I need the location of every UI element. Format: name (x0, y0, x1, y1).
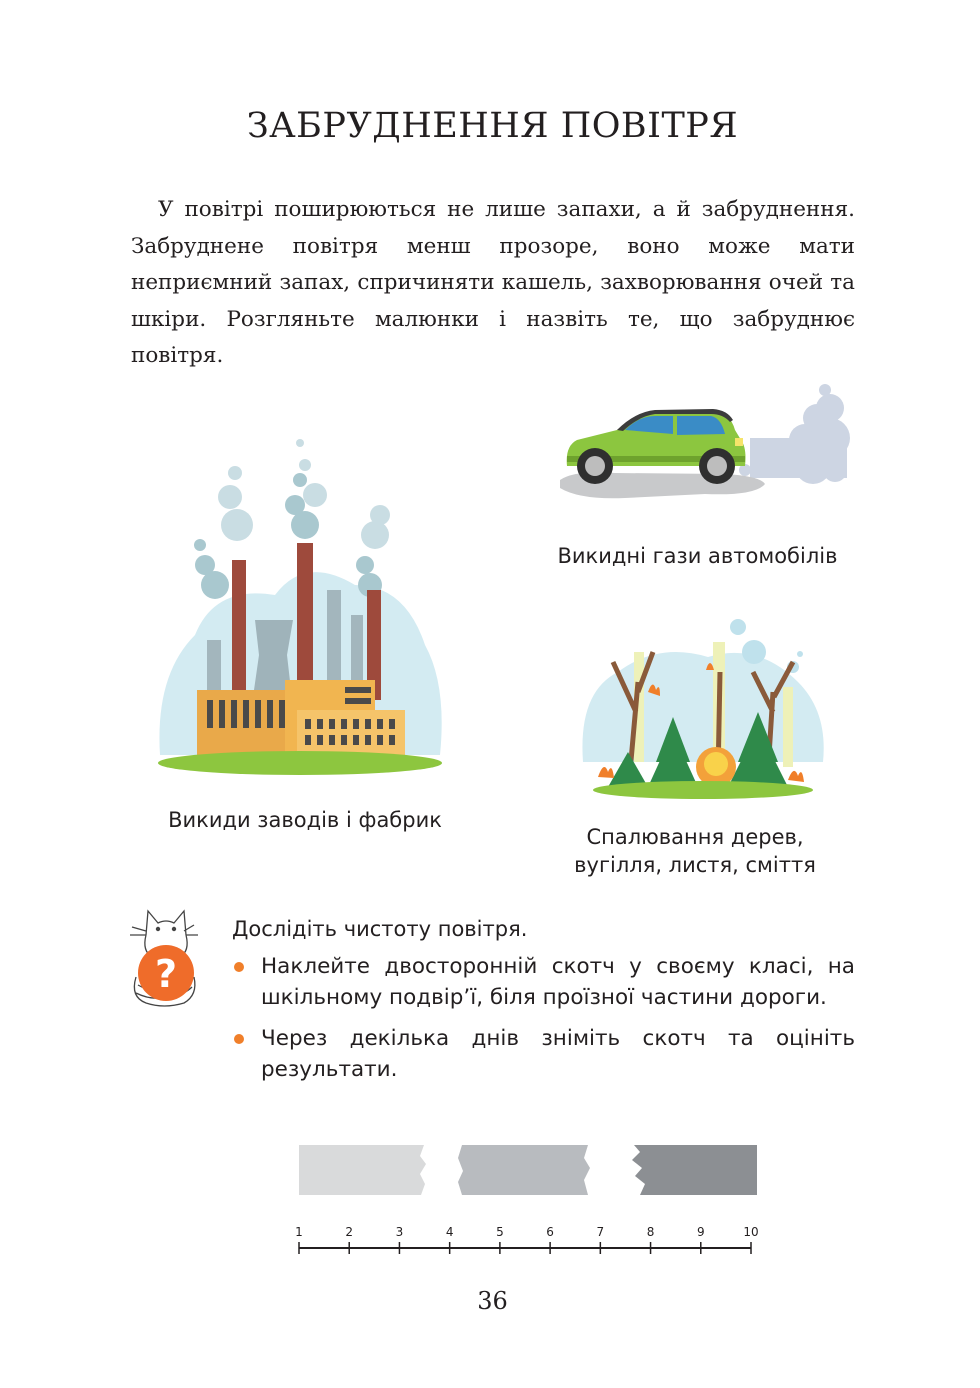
step-text: Наклейте двосторонній скотч у своєму класі, на шкільному подвір’ї, біля проїзної частини дороги. (261, 954, 855, 1010)
task-heading: Дослідіть чистоту повітря. (232, 917, 528, 941)
scale-tick-label: 7 (596, 1225, 605, 1239)
car-caption: Викидні гази автомобілів (557, 544, 838, 568)
tape-strip-light (299, 1145, 426, 1195)
intro-paragraph: У повітрі поширюються не лише запахи, а й забруднення. Забруднене повітря менш прозоре, воно може мати неприємний запах, спричиняти кашель, захворювання очей та шкіри. Розгляньте малюнки і назвіть те, що забруднює повітря. (131, 197, 855, 368)
task-steps-list (232, 951, 855, 1095)
bullet-dot-icon (234, 1034, 244, 1044)
scale-tick-label: 9 (696, 1225, 705, 1239)
bullet-dot-icon (234, 962, 244, 972)
scale-tick-label: 2 (345, 1225, 354, 1239)
factory-caption: Викиди заводів і фабрик (168, 808, 442, 832)
step-text: Через декілька днів зніміть скотч та оцініть результати. (261, 1026, 855, 1082)
cat-question-icon (128, 905, 200, 1010)
scale-tick-label: 10 (743, 1225, 759, 1239)
fire-caption-line-1: Спалювання дерев, (586, 825, 804, 849)
scale-tick-label: 8 (646, 1225, 655, 1239)
page-number: 36 (477, 1287, 508, 1315)
scale-tick-label: 4 (445, 1225, 454, 1239)
tape-strip-dark (632, 1145, 757, 1195)
scale-tick-label: 3 (395, 1225, 404, 1239)
svg-text:?: ? (154, 952, 178, 996)
scale-tick-label: 5 (496, 1225, 504, 1239)
factory-smoke-illustration (155, 435, 445, 775)
tape-scale-illustration (290, 1138, 770, 1258)
forest-fire-illustration (578, 612, 828, 802)
list-item (232, 1023, 855, 1085)
car-exhaust-illustration (555, 378, 855, 513)
page-title: ЗАБРУДНЕННЯ ПОВІТРЯ (246, 106, 739, 146)
fire-caption-line-2: вугілля, листя, сміття (574, 853, 816, 877)
scale-tick-label: 1 (295, 1225, 303, 1239)
list-item (232, 951, 855, 1013)
tape-strip-medium (458, 1145, 590, 1195)
fire-caption (545, 823, 845, 879)
scale-tick-label: 6 (546, 1225, 554, 1239)
